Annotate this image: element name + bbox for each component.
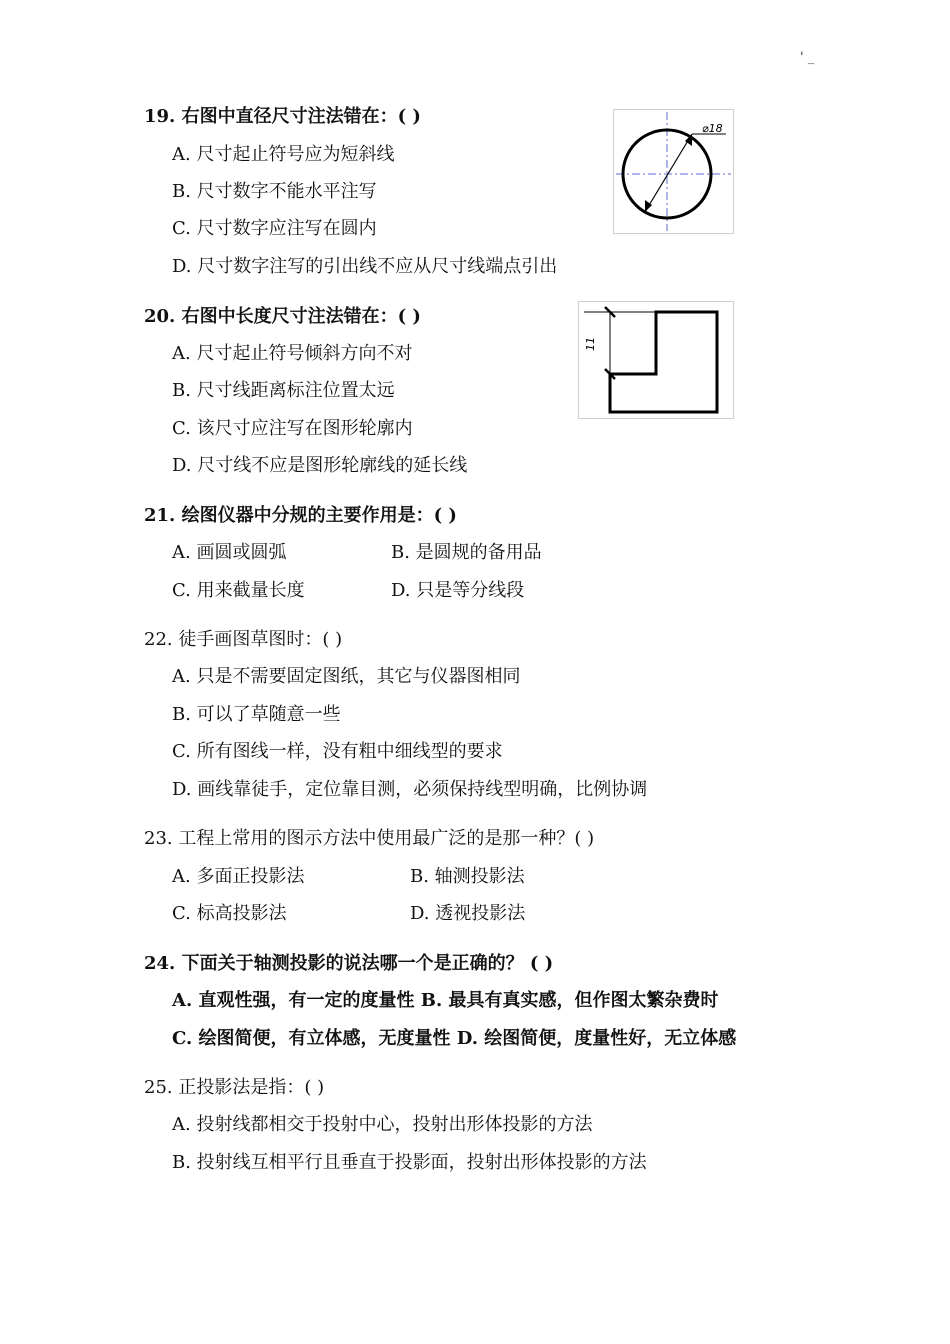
question-19-option-c: C. 尺寸数字应注写在圆内 xyxy=(172,218,377,239)
question-20-option-d: D. 尺寸线不应是图形轮廓线的延长线 xyxy=(172,455,468,476)
question-21-stem: 21. 绘图仪器中分规的主要作用是：( ) xyxy=(144,505,457,526)
question-20-option-a: A. 尺寸起止符号倾斜方向不对 xyxy=(172,343,413,364)
length-label: 11 xyxy=(584,337,597,351)
diameter-label: ⌀18 xyxy=(702,122,723,135)
question-19-option-a: A. 尺寸起止符号应为短斜线 xyxy=(172,144,395,165)
question-21-option-a: A. 画圆或圆弧 xyxy=(172,542,287,563)
question-22-option-b: B. 可以了草随意一些 xyxy=(172,704,341,725)
question-23-option-c: C. 标高投影法 xyxy=(172,903,287,924)
question-22-option-d: D. 画线靠徒手，定位靠目测，必须保持线型明确，比例协调 xyxy=(172,779,648,800)
diameter-dimension-figure xyxy=(613,109,734,234)
question-22-stem: 22. 徒手画图草图时：( ) xyxy=(144,629,343,650)
page-mark: ' _ xyxy=(800,50,815,65)
question-24-options-ab: A. 直观性强，有一定的度量性 B. 最具有真实感，但作图太繁杂费时 xyxy=(172,990,719,1011)
question-25-stem: 25. 正投影法是指：( ) xyxy=(144,1077,325,1098)
question-23-option-b: B. 轴测投影法 xyxy=(410,866,525,887)
question-21-option-d: D. 只是等分线段 xyxy=(391,580,525,601)
question-23-option-a: A. 多面正投影法 xyxy=(172,866,305,887)
question-23-stem: 23. 工程上常用的图示方法中使用最广泛的是那一种？( ) xyxy=(144,828,595,849)
question-22-option-c: C. 所有图线一样，没有粗中细线型的要求 xyxy=(172,741,503,762)
question-21-option-b: B. 是圆规的备用品 xyxy=(391,542,542,563)
question-25-option-a: A. 投射线都相交于投射中心，投射出形体投影的方法 xyxy=(172,1114,593,1135)
question-23-option-d: D. 透视投影法 xyxy=(410,903,526,924)
question-22-option-a: A. 只是不需要固定图纸，其它与仪器图相同 xyxy=(172,666,521,687)
question-24-options-cd: C. 绘图简便，有立体感，无度量性 D. 绘图简便，度量性好，无立体感 xyxy=(172,1028,737,1049)
question-21-option-c: C. 用来截量长度 xyxy=(172,580,305,601)
question-25-option-b: B. 投射线互相平行且垂直于投影面，投射出形体投影的方法 xyxy=(172,1152,647,1173)
question-20-stem: 20. 右图中长度尺寸注法错在：( ) xyxy=(144,306,421,327)
question-19-stem: 19. 右图中直径尺寸注法错在：( ) xyxy=(144,106,421,127)
question-19-option-d: D. 尺寸数字注写的引出线不应从尺寸线端点引出 xyxy=(172,256,558,277)
question-20-option-c: C. 该尺寸应注写在图形轮廓内 xyxy=(172,418,413,439)
question-19-option-b: B. 尺寸数字不能水平注写 xyxy=(172,181,377,202)
question-20-option-b: B. 尺寸线距离标注位置太远 xyxy=(172,380,395,401)
length-dimension-figure xyxy=(578,301,734,419)
question-24-stem: 24. 下面关于轴测投影的说法哪一个是正确的？ ( ) xyxy=(144,953,554,974)
